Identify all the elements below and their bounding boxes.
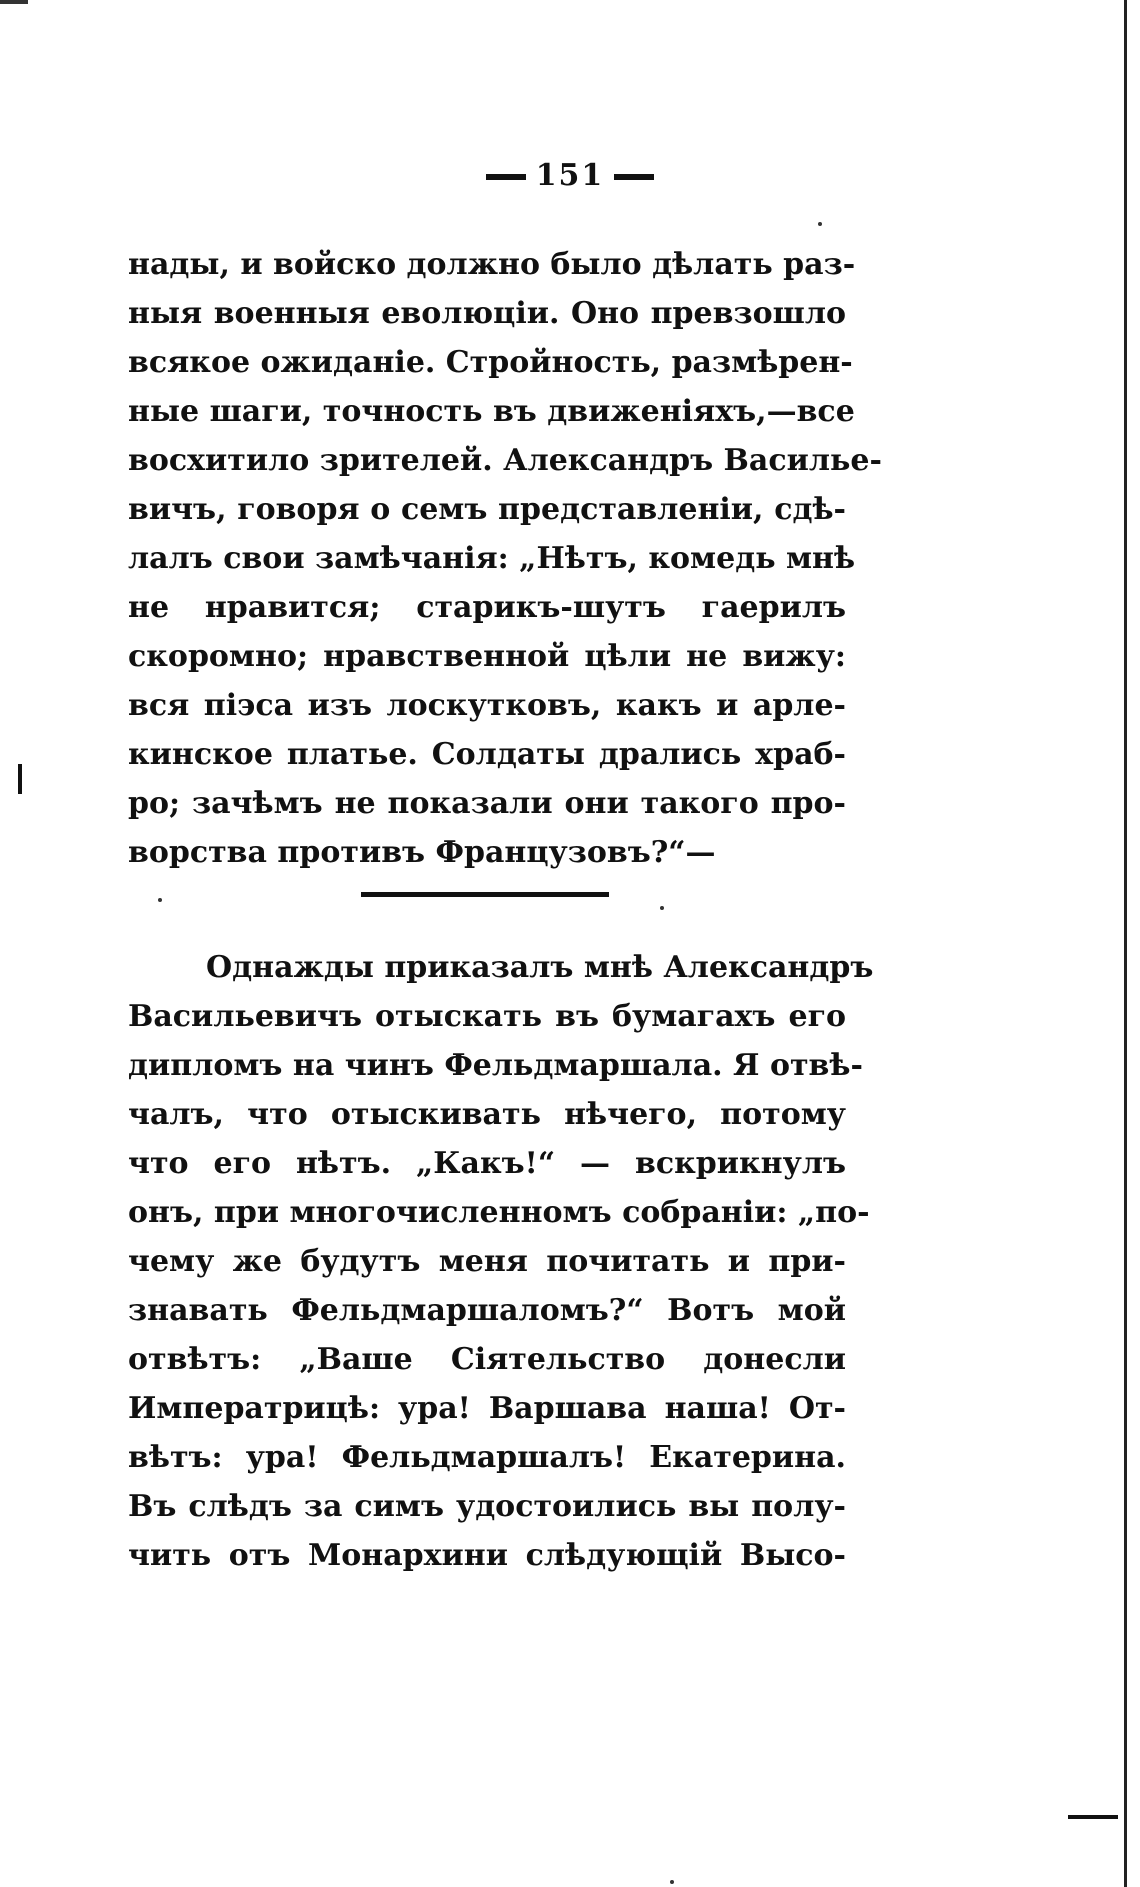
text-line: Васильевичъ отыскать въ бумагахъ его — [128, 999, 846, 1034]
paragraph-1 — [128, 240, 882, 877]
scan-mark — [0, 0, 28, 4]
text-line: отвѣтъ: „Ваше Сіятельство донесли — [128, 1342, 846, 1377]
page-edge — [1124, 0, 1127, 1887]
text-line: знавать Фельдмаршаломъ?“ Вотъ мой — [128, 1293, 846, 1328]
text-line: кинское платье. Солдаты дрались храб- — [128, 737, 846, 772]
right-ornament-dash — [614, 174, 654, 180]
text-line: ныя военныя еволюціи. Оно превзошло — [128, 296, 846, 331]
ink-speck — [158, 898, 162, 902]
text-line: дипломъ на чинъ Фельдмаршала. Я отвѣ- — [128, 1048, 863, 1083]
text-line: не нравится; старикъ-шутъ гаерилъ — [128, 590, 846, 625]
section-separator-rule — [361, 892, 609, 897]
margin-mark — [18, 764, 22, 794]
edge-mark — [1068, 1815, 1118, 1819]
text-line: Однажды приказалъ мнѣ Александръ — [206, 950, 874, 985]
text-line: онъ, при многочисленномъ собраніи: „по- — [128, 1195, 870, 1230]
text-line: ные шаги, точность въ движеніяхъ,—все — [128, 394, 855, 429]
text-line: восхитило зрителей. Александръ Василье- — [128, 443, 882, 478]
text-line: Въ слѣдъ за симъ удостоились вы полу- — [128, 1489, 846, 1524]
text-line: чалъ, что отыскивать нѣчего, потому — [128, 1097, 846, 1132]
text-line: вичъ, говоря о семъ представленіи, сдѣ- — [128, 492, 846, 527]
text-line: ворства противъ Французовъ?“— — [128, 835, 716, 870]
text-line: ро; зачѣмъ не показали они такого про- — [128, 786, 846, 821]
ink-speck — [660, 906, 664, 910]
left-ornament-dash — [486, 174, 526, 180]
text-line: Императрицѣ: ура! Варшава наша! От- — [128, 1391, 846, 1426]
ink-speck — [670, 1880, 674, 1884]
text-line: скоромно; нравственной цѣли не вижу: — [128, 639, 846, 674]
text-line: чить отъ Монархини слѣдующій Высо- — [128, 1538, 846, 1573]
text-line: вся піэса изъ лоскутковъ, какъ и арле- — [128, 688, 846, 723]
text-line: лалъ свои замѣчанія: „Нѣтъ, комедь мнѣ — [128, 541, 856, 576]
text-line: вѣтъ: ура! Фельдмаршалъ! Екатерина. — [128, 1440, 846, 1475]
text-line: чему же будутъ меня почитать и при- — [128, 1244, 846, 1279]
page-number: 151 — [535, 158, 605, 193]
text-line: всякое ожиданіе. Стройность, размѣрен- — [128, 345, 853, 380]
text-line: нады, и войско должно было дѣлать раз- — [128, 247, 856, 282]
page-number-header — [0, 158, 1140, 193]
paragraph-2 — [128, 943, 874, 1580]
ink-speck — [818, 222, 822, 226]
text-line: что его нѣтъ. „Какъ!“ — вскрикнулъ — [128, 1146, 846, 1181]
